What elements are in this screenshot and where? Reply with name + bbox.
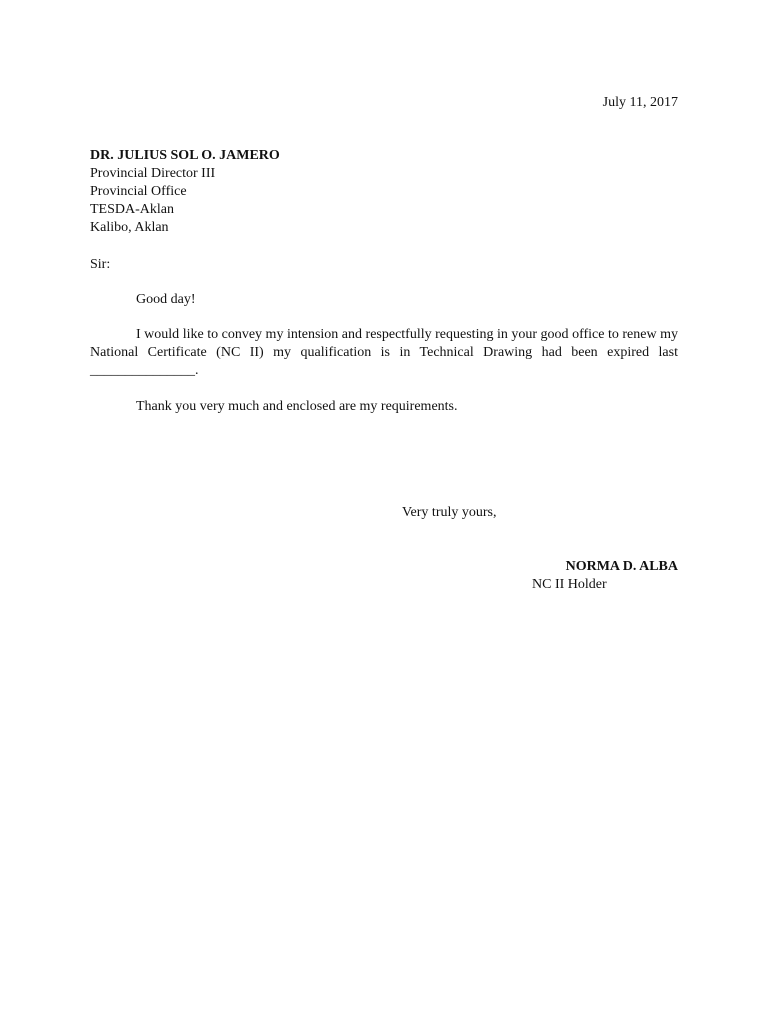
letter-date: July 11, 2017 [602, 95, 678, 110]
salutation: Sir: [90, 257, 111, 272]
recipient-address: Kalibo, Aklan [90, 220, 169, 235]
greeting: Good day! [136, 292, 196, 307]
recipient-position: Provincial Director III [90, 166, 216, 181]
body-paragraph: I would like to convey my intension and respectfully requesting in your good office to renew my National Certificate (NC II) my qualification is in Technical Drawing had been expired last _______________. [90, 327, 678, 378]
recipient-name: DR. JULIUS SOL O. JAMERO [90, 148, 280, 163]
signer-title: NC II Holder [532, 577, 607, 592]
complimentary-closing: Very truly yours, [402, 505, 497, 520]
recipient-block [90, 147, 280, 237]
recipient-agency: TESDA-Aklan [90, 202, 174, 217]
recipient-office: Provincial Office [90, 184, 187, 199]
thanks-paragraph: Thank you very much and enclosed are my requirements. [136, 399, 458, 414]
signer-name: NORMA D. ALBA [565, 559, 678, 574]
